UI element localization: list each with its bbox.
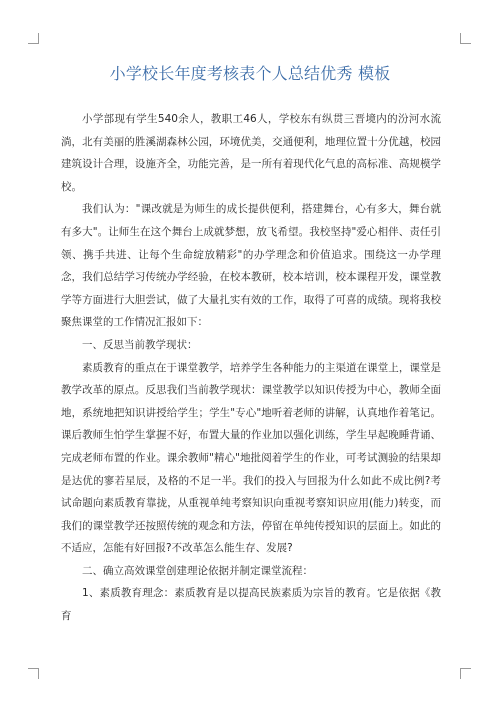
paragraph-school-intro: 小学部现有学生540余人，教职工46人，学校东有纵贯三晋境内的汾河水流淌，北有美丽的胜溪湖森林公园，环境优美，交通便利，地理位置十分优越，校园建筑设计合理，设施齐全，功能完善，是一所有着现代化气息的高标准、高规模学校。 — [61, 113, 441, 193]
document-body — [61, 108, 441, 628]
paragraph-current-status: 素质教育的重点在于课堂教学，培养学生各种能力的主渠道在课堂上，课堂是教学改革的原点。反思我们当前教学现状：课堂教学以知识传授为中心，教师全面地，系统地把知识讲授给学生；学生"专心"地听着老师的讲解，认真地作着笔记。课后教师生怕学生掌握不好，布置大量的作业加以强化训练，学生早起晚睡背诵、完成老师布置的作业。课余教师"精心"地批阅着学生的作业，可考试测验的结果却是达优的寥若星辰，及格的不足一半。我们的投入与回报为什么如此不成比例?考试命题向素质教育靠拢，从重视单纯考察知识向重视考察知识应用(能力)转变，而我们的课堂教学还按照传统的观念和方法，停留在单纯传授知识的层面上。如此的不适应，怎能有好回报?不改革怎么能生存、发展? — [61, 361, 441, 555]
crop-mark-top-left — [28, 33, 39, 44]
document-title: 小学校长年度考核表个人总结优秀 模板 — [109, 64, 391, 83]
crop-mark-top-right — [460, 33, 471, 44]
heading-section-1: 一、反思当前教学现状： — [82, 338, 198, 351]
paragraph-quality-education: 1、素质教育理念：素质教育是以提高民族素质为宗旨的教育。它是依据《教育 — [61, 587, 441, 623]
crop-mark-bottom-right — [460, 668, 471, 679]
paragraph-philosophy: 我们认为："课改就是为师生的成长提供便利，搭建舞台，心有多大，舞台就有多大"。让师生在这个舞台上成就梦想，放飞希望。我校坚持"爱心相伴、责任引领、携手共进、让每个生命绽放精彩"的办学理念和价值追求。围绕这一办学理念，我们总结学习传统办学经验，在校本教研，校本培训，校本课程开发，课堂教学等方面进行大胆尝试，做了大量扎实有效的工作，取得了可喜的成绩。现将我校聚焦课堂的工作情况汇报如下： — [61, 203, 441, 329]
crop-mark-bottom-left — [28, 668, 39, 679]
heading-section-2: 二、确立高效课堂创建理论依据并制定课堂流程： — [82, 564, 313, 577]
